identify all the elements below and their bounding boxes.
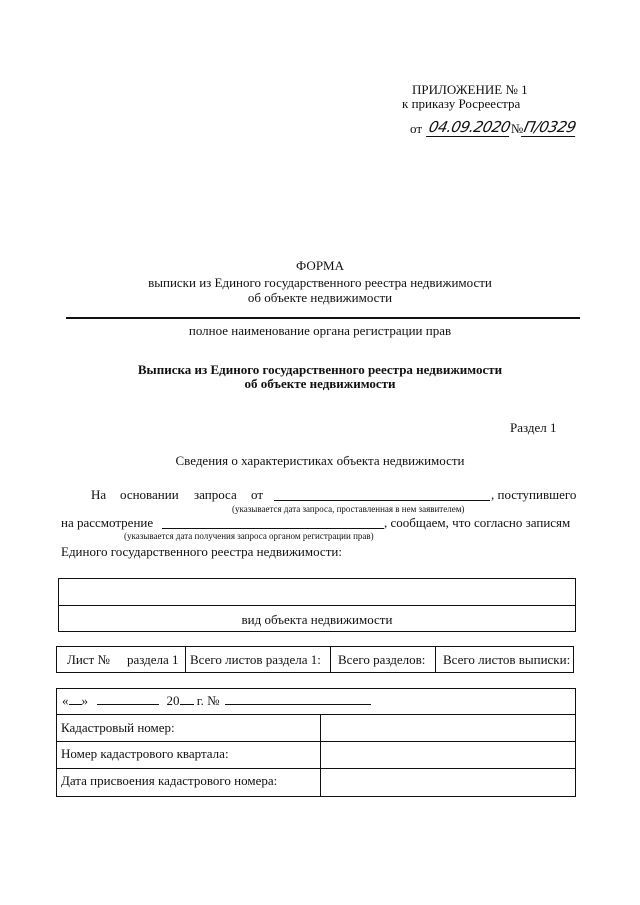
object-type-label: вид объекта недвижимости [241,612,393,627]
request-line2-end: , сообщаем, что согласно записям [384,515,571,530]
cadastral-quarter-label: Номер кадастрового квартала: [61,746,229,761]
info-title: Сведения о характеристиках объекта недвижимости [175,453,465,468]
total-sections-label: Всего разделов: [338,652,426,667]
form-subtitle-line2: об объекте недвижимости [247,290,393,305]
request-date-line [274,500,490,501]
request-hint2: (указывается дата получения запроса органом регистрации прав) [124,531,374,541]
sheet-number-label: Лист № [67,652,110,667]
sheets-row [56,646,574,673]
handwritten-date: 04.09.2020 [427,118,512,136]
details-table [56,688,576,797]
quote-close: » [81,693,88,708]
order-reference: к приказу Росреестра [402,96,521,111]
request-word-na: На [91,487,107,502]
extract-title-line1: Выписка из Единого государственного реестра недвижимости [137,362,503,377]
year-suffix: г. № [196,693,220,708]
details-divider-2 [57,768,575,769]
total-extract-sheets-label: Всего листов выписки: [443,652,571,667]
request-word-osnovanii: основании [120,487,179,502]
details-column-divider [320,714,321,796]
appendix-title: ПРИЛОЖЕНИЕ № 1 [412,82,528,97]
details-divider-1 [57,741,575,742]
request-line1-end-text: , поступившего [491,487,577,502]
details-date-row [62,693,371,709]
sheets-divider-2 [330,647,331,672]
request-word-ot: от [251,487,264,502]
receipt-date-line [162,528,384,529]
organ-name-line [66,317,580,319]
request-line2-start: на рассмотрение [61,515,154,530]
number-label: № [510,121,524,136]
object-type-divider [59,605,575,606]
total-section-sheets-label: Всего листов раздела 1: [190,652,321,667]
extract-title-line2: об объекте недвижимости [244,376,396,391]
section1-label: раздела 1 [127,652,179,667]
cadastral-number-label: Кадастровый номер: [61,720,175,735]
handwritten-number: П/0329 [522,118,578,136]
order-date-line [410,118,577,137]
form-subtitle-line1: выписки из Единого государственного реестра недвижимости [148,275,492,290]
request-hint1: (указывается дата запроса, проставленная в нем заявителем) [232,504,465,514]
object-type-box [58,578,576,632]
year-prefix: 20 [166,693,180,708]
section-label: Раздел 1 [510,420,557,435]
organ-caption: полное наименование органа регистрации прав [188,323,452,338]
form-title: ФОРМА [296,258,344,273]
request-line3: Единого государственного реестра недвижимости: [61,544,342,559]
sheets-divider-1 [185,647,186,672]
quote-open: « [62,693,69,708]
cadastral-assignment-date-label: Дата присвоения кадастрового номера: [61,773,278,788]
from-label: от [410,121,423,136]
sheets-divider-3 [435,647,436,672]
request-line1-end [491,487,576,503]
request-word-zaprosa: запроса [194,487,237,502]
details-divider-0 [57,714,575,715]
